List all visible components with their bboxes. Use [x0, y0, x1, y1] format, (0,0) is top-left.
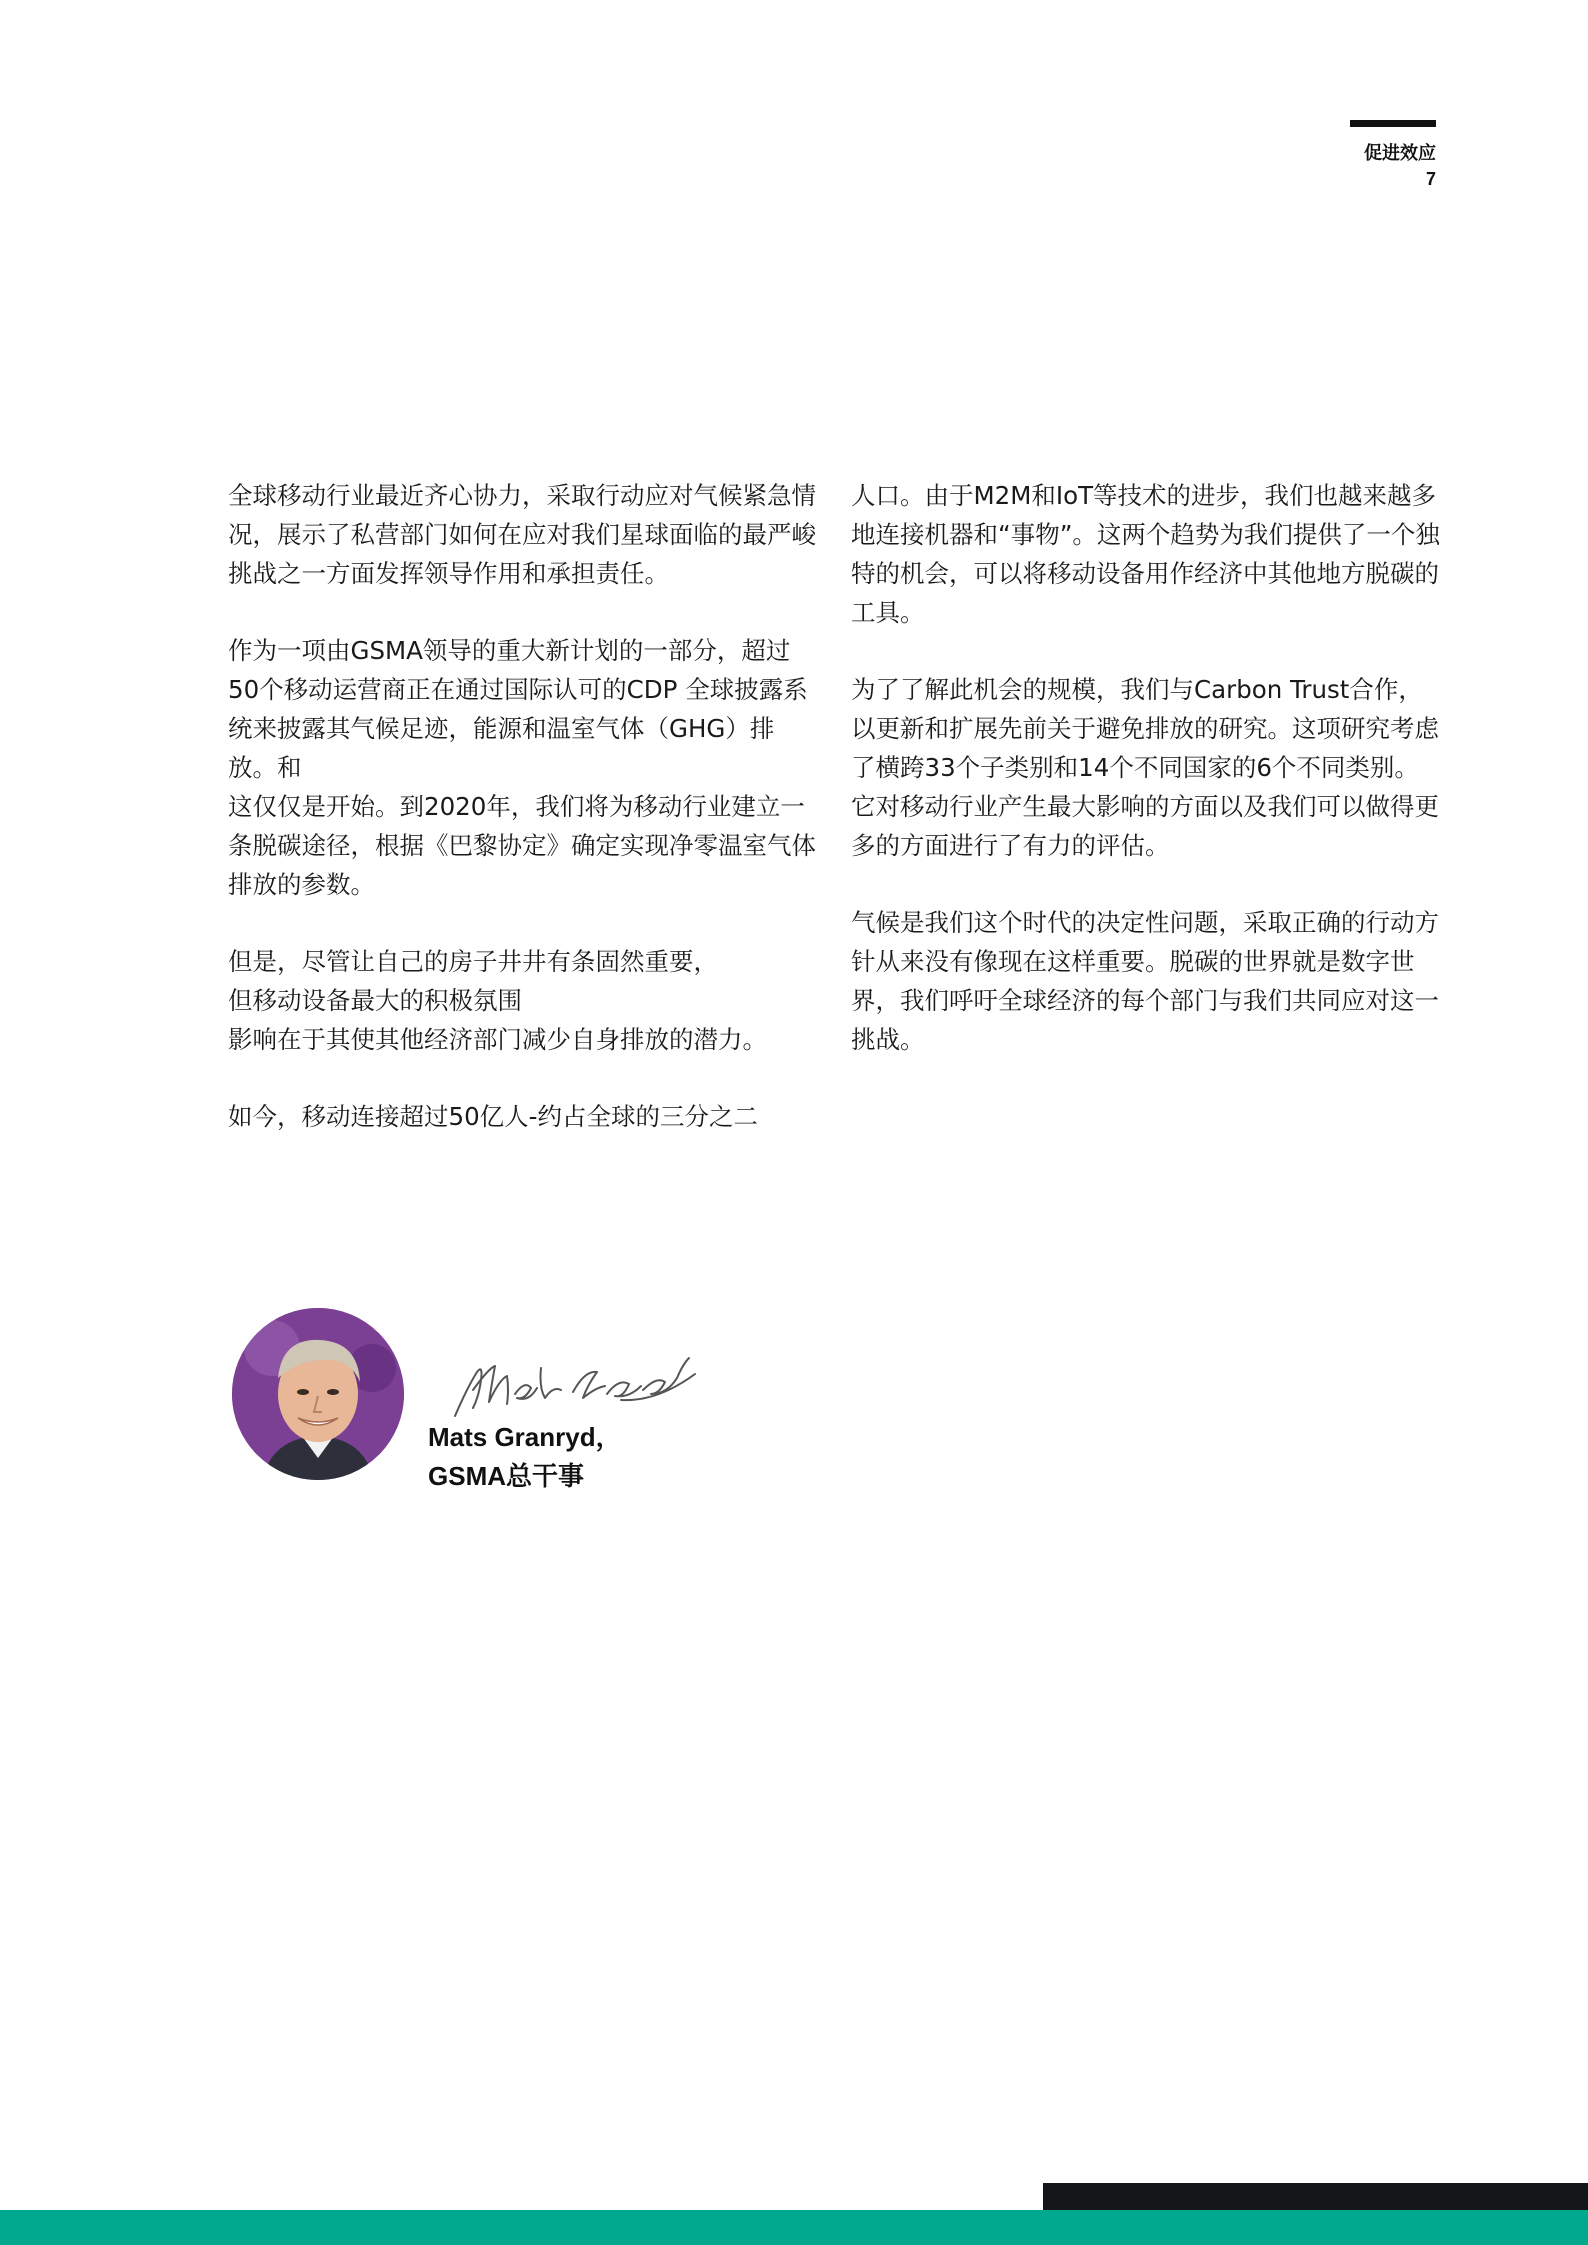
- right-column: [851, 476, 1441, 1097]
- paragraph: 如今，移动连接超过50亿人-约占全球的三分之二: [228, 1102, 759, 1131]
- paragraph: 这仅仅是开始。到2020年，我们将为移动行业建立一条脱碳途径，根据《巴黎协定》确定实现净零温室气体排放的参数。: [228, 792, 816, 899]
- footer-dark-bar: [1043, 2183, 1588, 2210]
- running-header: [1364, 140, 1436, 192]
- signature-block: [232, 1308, 712, 1491]
- paragraph: 气候是我们这个时代的决定性问题，采取正确的行动方针从来没有像现在这样重要。脱碳的世界就是数字世界，我们呼吁全球经济的每个部门与我们共同应对这一挑战。: [851, 908, 1439, 1054]
- signatory-title: GSMA总干事: [428, 1461, 585, 1491]
- left-column: [228, 476, 818, 1174]
- portrait-photo: [232, 1308, 404, 1480]
- header-rule: [1350, 120, 1436, 127]
- paragraph: 影响在于其使其他经济部门减少自身排放的潜力。: [228, 1025, 767, 1054]
- signatory: [428, 1418, 622, 1496]
- paragraph: 为了了解此机会的规模，我们与Carbon Trust合作，以更新和扩展先前关于避免排放的研究。这项研究考虑了横跨33个子类别和14个不同国家的6个不同类别。它对移动行业产生最大影响的方面以及我们可以做得更多的方面进行了有力的评估。: [851, 675, 1439, 860]
- paragraph: 全球移动行业最近齐心协力，采取行动应对气候紧急情况，展示了私营部门如何在应对我们星球面临的最严峻挑战之一方面发挥领导作用和承担责任。: [228, 481, 816, 588]
- paragraph: 人口。由于M2M和IoT等技术的进步，我们也越来越多地连接机器和“事物”。这两个趋势为我们提供了一个独特的机会，可以将移动设备用作经济中其他地方脱碳的工具。: [851, 481, 1440, 627]
- section-title: 促进效应: [1364, 143, 1436, 163]
- footer-green-band: [0, 2210, 1588, 2245]
- page-number: 7: [1425, 169, 1436, 189]
- paragraph: 但移动设备最大的积极氛围: [228, 986, 522, 1015]
- paragraph: 作为一项由GSMA领导的重大新计划的一部分，超过50个移动运营商正在通过国际认可的CDP 全球披露系统来披露其气候足迹，能源和温室气体（GHG）排放。和: [228, 636, 808, 782]
- signatory-name: Mats Granryd，: [428, 1422, 622, 1452]
- avatar: [232, 1308, 404, 1480]
- paragraph: 但是，尽管让自己的房子井井有条固然重要，: [228, 947, 718, 976]
- handwritten-signature: [437, 1328, 707, 1428]
